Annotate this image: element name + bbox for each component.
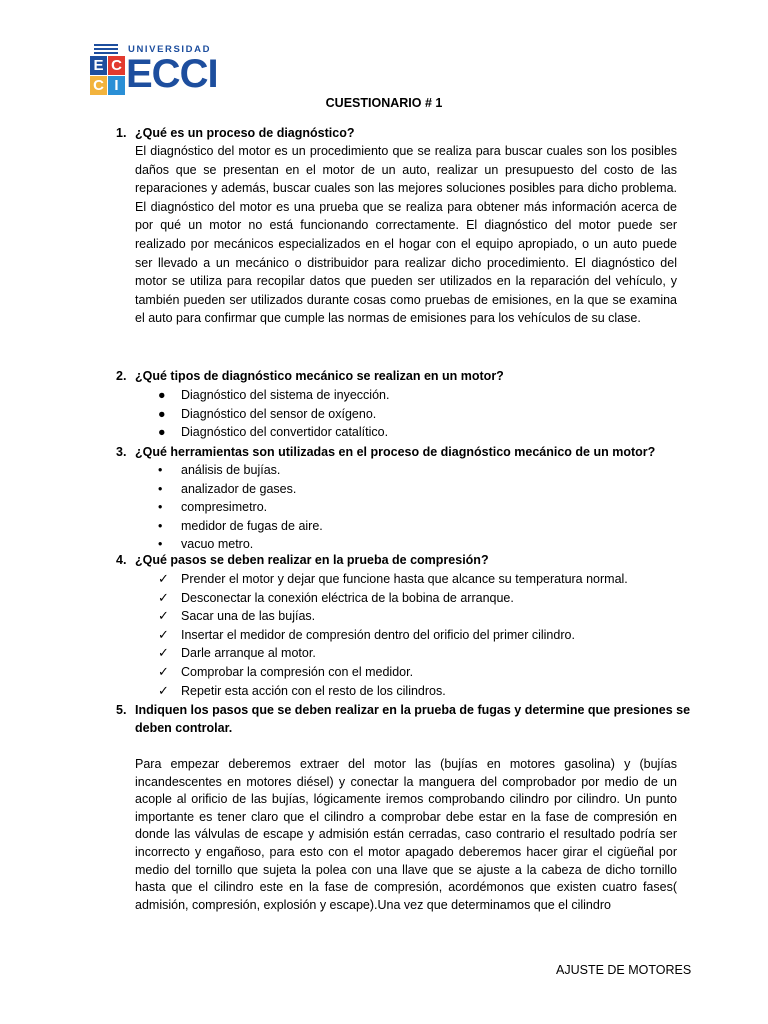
checkmark-icon: ✓	[158, 608, 169, 624]
bullet-icon: •	[158, 518, 163, 533]
question-number: 3.	[116, 445, 127, 459]
question-text-line1: Indiquen los pasos que se deben realizar en la prueba de fugas y determine que presiones se	[135, 703, 691, 717]
bullet-icon: ●	[158, 406, 166, 421]
checkmark-icon: ✓	[158, 571, 169, 586]
logo-tile-i: I	[108, 76, 125, 95]
question-number: 5.	[116, 703, 127, 717]
logo-tile-e: E	[90, 56, 107, 75]
bullet-icon: •	[158, 500, 163, 515]
answer-text: El diagnóstico del motor es un procedimiento que se realiza para buscar cuales son los posibles daños que se presentan en el motor de un auto, realizar un presupuesto del costo de las reparaciones y además, buscar cuales son las mejores soluciones posibles para dicho problema. El diagnóstico del motor es una prueba que se realiza para obtener más información acerca de por qué un motor no está funcionando correctamente. El diagnóstico del motor puede ser realizado por mecánicos especializados en el hogar con el equipo apropiado, o un auto puede ser llevado a un mecánico o distribuidor para realizar dicho procedimiento. El diagnóstico del motor se utiliza para recopilar datos que pueden ser utilizados en la reparación del vehículo, y también pueden ser utilizados durante cosas como pruebas de emisiones, en la que se examina el auto para confirmar que cumple las normas de emisiones para los vehículos de su clase.	[135, 144, 677, 326]
page-title: CUESTIONARIO # 1	[325, 96, 443, 110]
logo-university-text: UNIVERSIDAD	[128, 44, 212, 55]
answer-5	[135, 756, 677, 914]
question-number: 4.	[116, 553, 127, 567]
logo-lines	[94, 44, 118, 54]
logo-tile-c2: C	[90, 76, 107, 95]
checkmark-icon: ✓	[158, 682, 169, 698]
question-text-line2: deben controlar.	[135, 721, 233, 735]
logo-tile-c1: C	[108, 56, 125, 75]
bullet-icon: •	[158, 537, 163, 552]
bullet-icon: ●	[158, 425, 166, 440]
footer-text: AJUSTE DE MOTORES	[556, 963, 692, 977]
answer-text: Para empezar deberemos extraer del motor las (bujías en motores gasolina) y (bujías incandescentes en motores diésel) y conectar la manguera del comprobador por medio de un acople al orificio de las bujías, lógicamente iremos comprobando cilindro por cilindro. Un punto importante es tener claro que el cilindro a comprobar debe estar en la fase de compresión en donde las válvulas de escape y admisión están cerradas, caso contrario el resultado podría ser incorrecto y engañoso, para esto con el motor apagado deberemos hacer girar el cigüeñal por medio del tornillo que sujeta la polea con una llave que se ajuste a la cabeza de dicho tornillo hasta que el cilindro este en la fase de compresión, acordémonos que existen cuatro fases( admisión, compresión, explosión y escape).Una vez que determinamos que el cilindro	[135, 757, 677, 912]
question-number: 1.	[116, 126, 127, 140]
checkmark-icon: ✓	[158, 663, 169, 679]
bullet-icon: •	[158, 463, 163, 477]
logo-tiles	[90, 56, 126, 96]
question-text: ¿Qué es un proceso de diagnóstico?	[135, 126, 355, 140]
bullet-icon: •	[158, 481, 163, 496]
logo-ecci-text: ECCI	[126, 52, 218, 96]
question-number: 2.	[116, 369, 127, 383]
checkmark-icon: ✓	[158, 589, 169, 605]
question-text: ¿Qué herramientas son utilizadas en el proceso de diagnóstico mecánico de un motor?	[135, 445, 656, 459]
bullet-icon: ●	[158, 388, 166, 402]
university-logo	[88, 44, 228, 98]
question-text: ¿Qué pasos se deben realizar en la prueba de compresión?	[135, 553, 489, 567]
checkmark-icon: ✓	[158, 626, 169, 642]
checkmark-icon: ✓	[158, 645, 169, 661]
answer-1	[135, 142, 677, 328]
question-text: ¿Qué tipos de diagnóstico mecánico se realizan en un motor?	[135, 369, 504, 383]
